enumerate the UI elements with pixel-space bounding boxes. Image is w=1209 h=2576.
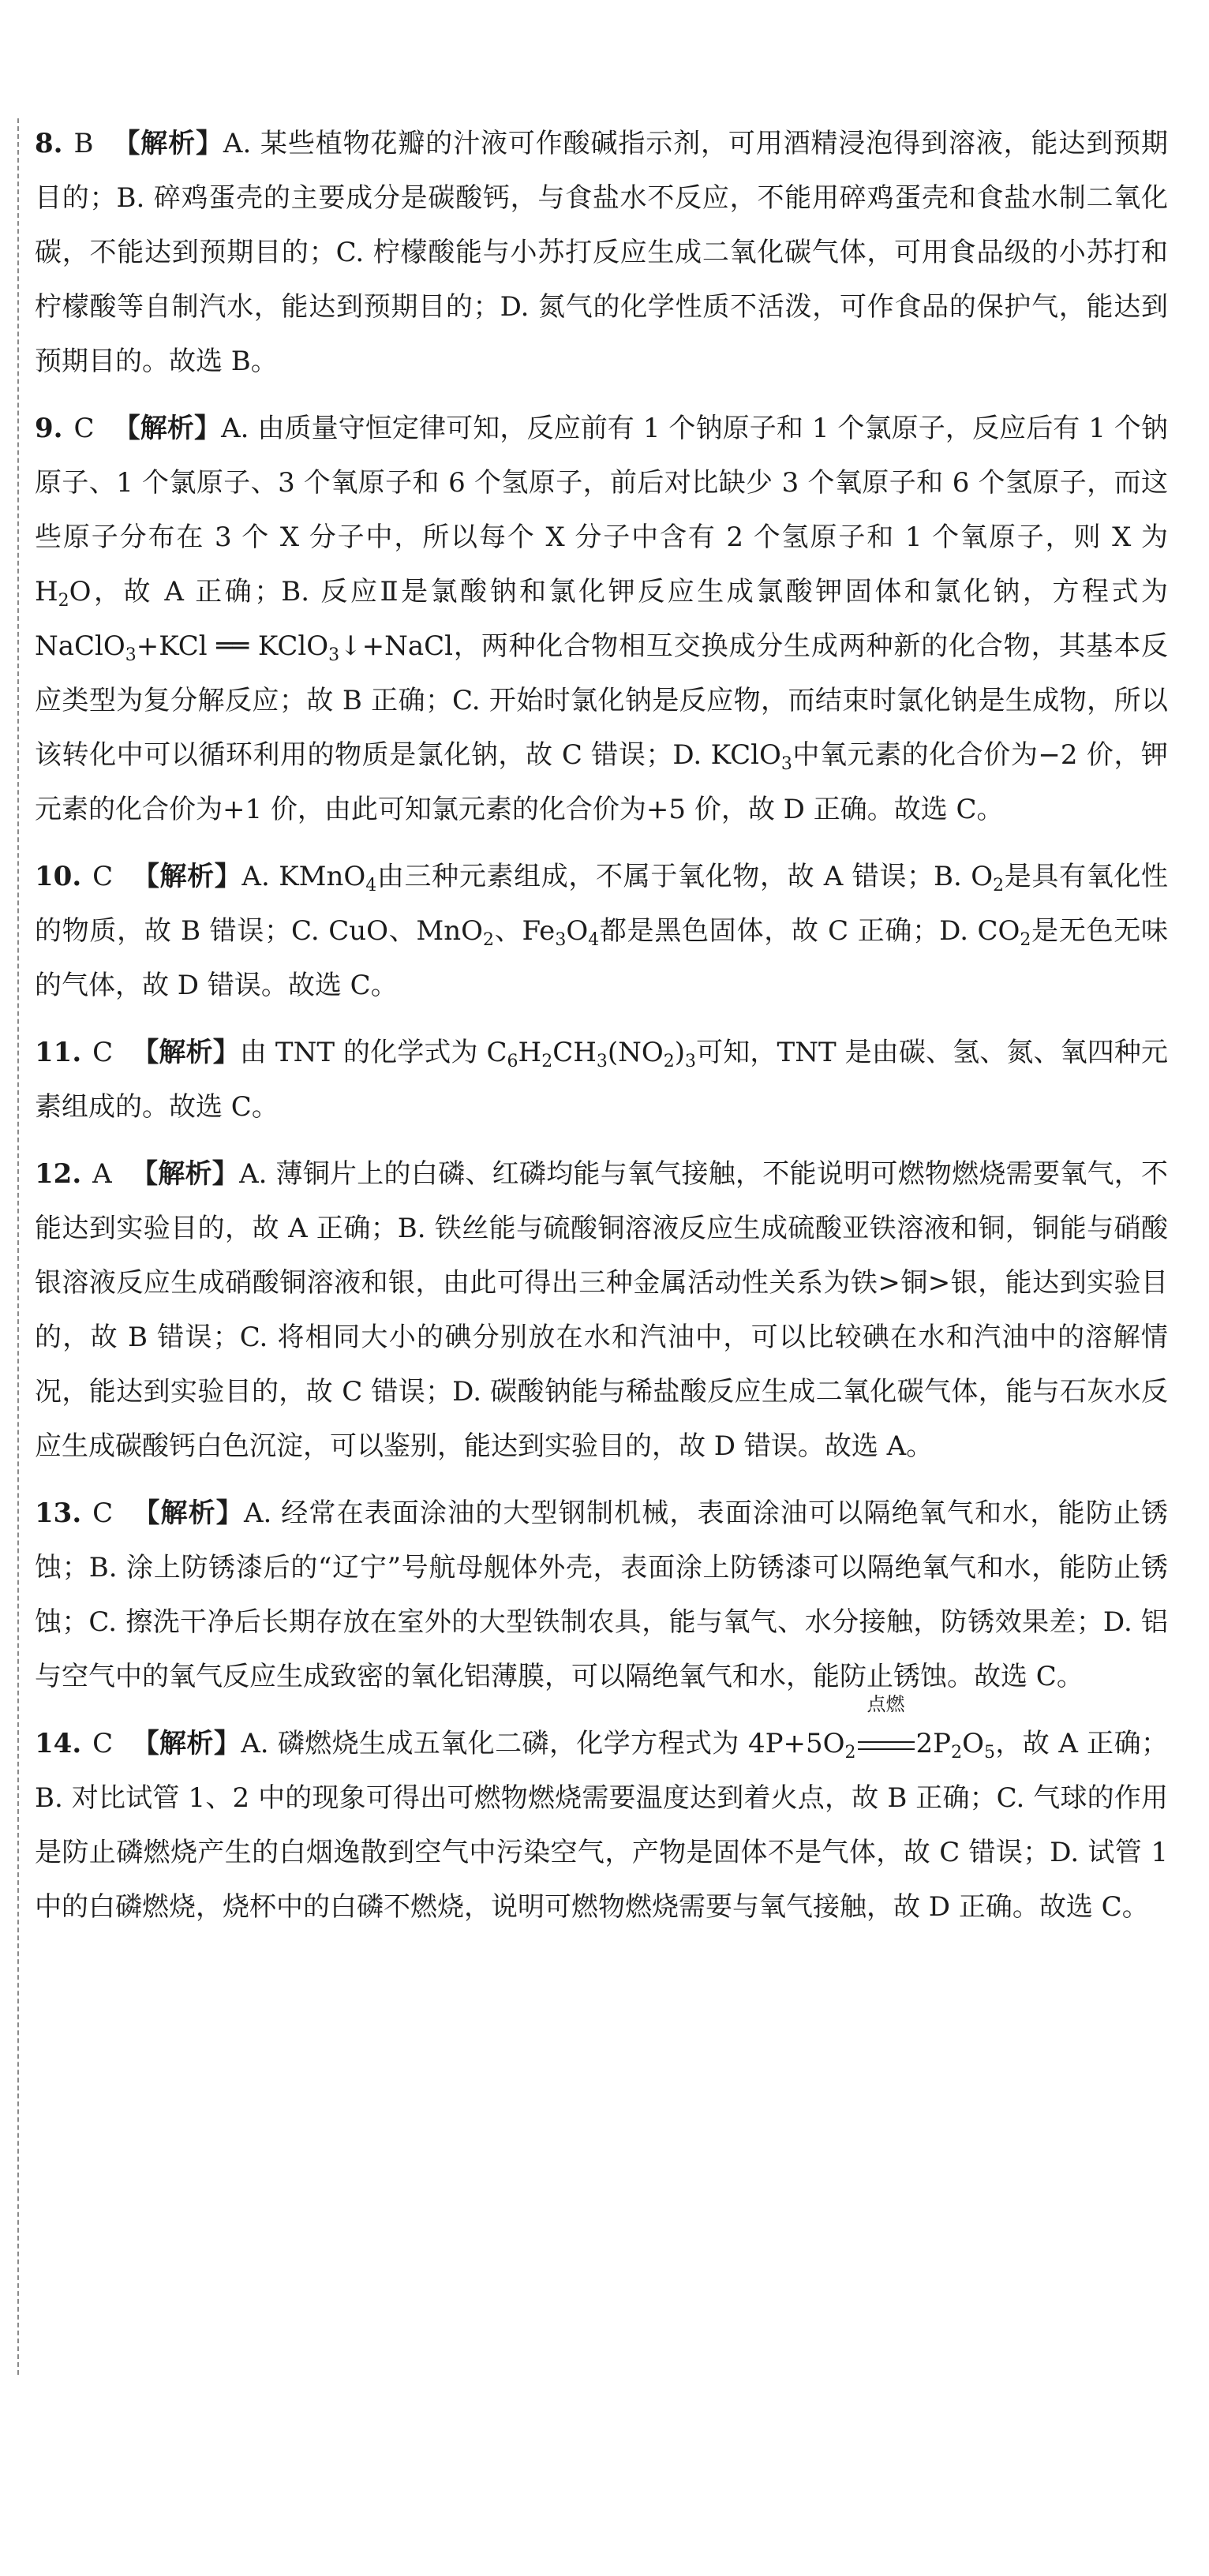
- analysis-text: 由三种元素组成，不属于氧化物，故 A 错误；B. O: [376, 861, 994, 892]
- page-bottom-blank: [0, 2398, 1209, 2576]
- subscript: 2: [844, 1743, 856, 1763]
- question-11: [35, 1026, 1168, 1135]
- question-number: 10.: [35, 861, 82, 892]
- subscript: 6: [507, 1052, 518, 1071]
- analysis-text: 、Fe: [494, 915, 556, 947]
- subscript: 5: [983, 1743, 995, 1763]
- analysis-text: 可知，TNT 是由碳、氢、氮、氧四种元素组成的。故选 C。: [35, 1037, 1169, 1123]
- analysis-text: O: [962, 1728, 984, 1759]
- analysis-text: 2P: [915, 1728, 952, 1759]
- reaction-condition-arrow: [856, 1693, 916, 1771]
- question-number: 14.: [35, 1728, 82, 1759]
- answer-letter: C: [92, 861, 114, 892]
- analysis-text: A. 薄铜片上的白磷、红磷均能与氧气接触，不能说明可燃物燃烧需要氧气，不能达到实验目的，故 A 正确；B. 铁丝能与硫酸铜溶液反应生成硫酸亚铁溶液和铜，铜能与硝酸银溶液反应生成硝酸铜溶液和银，由此可得出三种金属活动性关系为铁>铜>银，能达到实验目的，故 B 错误；C. 将相同大小的碘分别放在水和汽油中，可以比较碘在水和汽油中的溶解情况，能达到实验目的，故 C 错误；D. 碳酸钠能与稀盐酸反应生成二氧化碳气体，能与石灰水反应生成碳酸钙白色沉淀，可以鉴别，能达到实验目的，故 D 错误。故选 A。: [35, 1158, 1169, 1462]
- analysis-text: CH: [552, 1037, 597, 1068]
- analysis-text: H: [518, 1037, 542, 1068]
- answer-letter: B: [73, 128, 94, 159]
- analysis-text: A. 某些植物花瓣的汁液可作酸碱指示剂，可用酒精浸泡得到溶液，能达到预期目的；B. 碎鸡蛋壳的主要成分是碳酸钙，与食盐水不反应，不能用碎鸡蛋壳和食盐水制二氧化碳，不能达到预期目的；C. 柠檬酸能与小苏打反应生成二氧化碳气体，可用食品级的小苏打和柠檬酸等自制汽水，能达到预期目的；D. 氮气的化学性质不活泼，可作食品的保护气，能达到预期目的。故选 B。: [35, 128, 1168, 377]
- binding-margin-line: [17, 118, 19, 2375]
- question-number: 11.: [35, 1037, 82, 1068]
- subscript: 3: [555, 930, 567, 950]
- subscript: 2: [541, 1052, 553, 1071]
- analysis-tag: 【解析】: [132, 1728, 241, 1759]
- question-12: [35, 1147, 1168, 1474]
- analysis-tag: 【解析】: [132, 861, 242, 892]
- question-10: [35, 850, 1168, 1013]
- answer-letter: C: [92, 1497, 114, 1529]
- analysis-text: 中氧元素的化合价为−2 价，钾元素的化合价为+1 价，由此可知氯元素的化合价为+5 价，故 D 正确。故选 C。: [35, 739, 1168, 825]
- subscript: 3: [596, 1052, 608, 1071]
- answer-letter: C: [73, 413, 95, 444]
- question-number: 8.: [35, 128, 63, 159]
- answer-letter: C: [92, 1728, 114, 1759]
- subscript: 2: [993, 876, 1005, 895]
- analysis-text: 都是黑色固体，故 C 正确；D. CO: [599, 915, 1020, 947]
- analysis-text: 由 TNT 的化学式为 C: [239, 1037, 507, 1068]
- analysis-text: ，故 A 正确；B. 对比试管 1、2 中的现象可得出可燃物燃烧需要温度达到着火点，故 B 正确；C. 气球的作用是防止磷燃烧产生的白烟逸散到空气中污染空气，产物是固体不是气体，故 C 错误；D. 试管 1 中的白磷燃烧，烧杯中的白磷不燃烧，说明可燃物燃烧需要与氧气接触，故 D 正确。故选 C。: [35, 1728, 1168, 1923]
- subscript: 2: [1020, 930, 1031, 950]
- question-13: [35, 1486, 1168, 1704]
- analysis-tag: 【解析】: [113, 413, 222, 444]
- question-number: 12.: [35, 1158, 82, 1190]
- subscript: 3: [328, 645, 340, 665]
- question-8: [35, 117, 1168, 389]
- analysis-tag: 【解析】: [132, 1497, 244, 1529]
- analysis-text: ): [674, 1037, 686, 1068]
- answer-letter: A: [92, 1158, 112, 1190]
- equation-double-line: [858, 1741, 915, 1750]
- answer-letter: C: [92, 1037, 114, 1068]
- subscript: 2: [951, 1743, 963, 1763]
- question-number: 9.: [35, 413, 63, 444]
- analysis-text: ↓+NaCl，两种化合物相互交换成分生成两种新的化合物，其基本反应类型为复分解反应；故 B 正确；C. 开始时氯化钠是反应物，而结束时氯化钠是生成物，所以该转化中可以循环利用的物质是氯化钠，故 C 错误；D. KClO: [35, 630, 1168, 771]
- reaction-condition: 点燃: [867, 1693, 905, 1715]
- analysis-tag: 【解析】: [132, 1037, 240, 1068]
- subscript: 3: [685, 1052, 697, 1071]
- question-9: [35, 402, 1168, 837]
- subscript: 2: [58, 591, 69, 611]
- analysis-tag: 【解析】: [112, 128, 223, 159]
- analysis-text: O: [566, 915, 589, 947]
- analysis-text: (NO: [607, 1037, 664, 1068]
- solutions-list: [35, 117, 1168, 1947]
- analysis-text: 是无色无味的气体，故 D 错误。故选 C。: [35, 915, 1169, 1001]
- subscript: 2: [663, 1052, 675, 1071]
- subscript: 4: [588, 930, 600, 950]
- analysis-text: A. 由质量守恒定律可知，反应前有 1 个钠原子和 1 个氯原子，反应后有 1 个钠原子、1 个氯原子、3 个氧原子和 6 个氢原子，前后对比缺少 3 个氧原子和 6 个氢原子，而这些原子分布在 3 个 X 分子中，所以每个 X 分子中含有 2 个氢原子和 1 个氧原子，则 X 为 H: [35, 413, 1168, 608]
- subscript: 4: [365, 876, 377, 895]
- subscript: 3: [780, 754, 792, 774]
- analysis-text: A. KMnO: [241, 861, 366, 892]
- analysis-text: A. 经常在表面涂油的大型钢制机械，表面涂油可以隔绝氧气和水，能防止锈蚀；B. 涂上防锈漆后的“辽宁”号航母舰体外壳，表面涂上防锈漆可以隔绝氧气和水，能防止锈蚀；C. 擦洗干净后长期存放在室外的大型铁制农具，能与氧气、水分接触，防锈效果差；D. 铝与空气中的氧气反应生成致密的氧化铝薄膜，可以隔绝氧气和水，能防止锈蚀。故选 C。: [35, 1497, 1168, 1692]
- analysis-text: +KCl ══ KClO: [136, 630, 329, 662]
- subscript: 2: [483, 930, 495, 950]
- analysis-text: A. 磷燃烧生成五氧化二磷，化学方程式为 4P+5O: [241, 1728, 845, 1759]
- subscript: 3: [125, 645, 137, 665]
- analysis-tag: 【解析】: [130, 1158, 240, 1190]
- question-number: 13.: [35, 1497, 82, 1529]
- analysis-text: 是具有氧化性的物质，故 B 错误；C. CuO、MnO: [35, 861, 1169, 947]
- analysis-text: O，故 A 正确；B. 反应Ⅱ是氯酸钠和氯化钾反应生成氯酸钾固体和氯化钠，方程式为 NaClO: [35, 576, 1168, 662]
- question-14: [35, 1693, 1168, 1935]
